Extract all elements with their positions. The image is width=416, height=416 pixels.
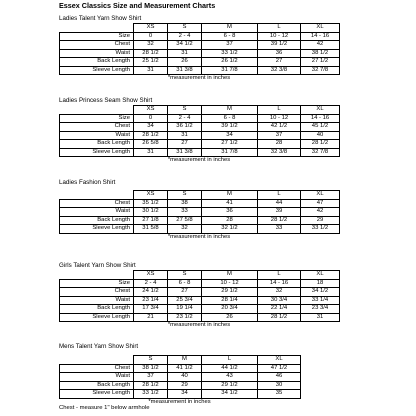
table-corner bbox=[60, 106, 134, 115]
table-header-cell: L bbox=[258, 271, 301, 280]
row-label: Back Length bbox=[60, 381, 134, 390]
table-cell: 32 3/8 bbox=[258, 148, 301, 157]
table-cell: 31 3/8 bbox=[168, 66, 202, 75]
table-row bbox=[60, 208, 340, 217]
table-cell: 28 1/2 bbox=[258, 313, 301, 322]
row-label: Chest bbox=[60, 364, 134, 373]
table-row bbox=[60, 305, 340, 314]
table-cell: 40 bbox=[301, 131, 340, 140]
table-row bbox=[60, 216, 340, 225]
table-cell: 38 1/2 bbox=[134, 364, 168, 373]
table-cell: 33 bbox=[258, 225, 301, 234]
table-header-row bbox=[60, 106, 340, 115]
table-cell: 37 bbox=[258, 131, 301, 140]
table-cell: 28 bbox=[258, 140, 301, 149]
table-cell: 20 3/4 bbox=[202, 305, 258, 314]
table-cell: 24 1/2 bbox=[134, 288, 168, 297]
table-cell: 29 1/2 bbox=[202, 288, 258, 297]
footer-note: Chest - measure 1" below armhole bbox=[59, 405, 150, 411]
table-cell: 31 bbox=[134, 148, 168, 157]
table-row bbox=[60, 296, 340, 305]
table-cell: 26 1/2 bbox=[202, 58, 258, 67]
table-cell: 10 - 12 bbox=[258, 32, 301, 41]
section-ladies-princess-seam bbox=[59, 97, 340, 164]
table-cell: 2 - 4 bbox=[168, 114, 202, 123]
table-corner bbox=[60, 356, 134, 365]
table-cell: 23 1/4 bbox=[134, 296, 168, 305]
row-label: Waist bbox=[60, 373, 134, 382]
table-cell: 46 bbox=[258, 373, 301, 382]
section-ladies-talent-yarn bbox=[59, 15, 340, 82]
table-header-cell: L bbox=[202, 356, 258, 365]
table-cell: 34 bbox=[168, 390, 202, 399]
table-row bbox=[60, 66, 340, 75]
size-table bbox=[59, 270, 340, 322]
table-row bbox=[60, 279, 340, 288]
section-ladies-fashion bbox=[59, 179, 340, 241]
table-header-cell: XL bbox=[301, 24, 340, 33]
table-cell: 31 bbox=[134, 66, 168, 75]
size-table bbox=[59, 190, 340, 234]
table-cell: 32 7/8 bbox=[301, 66, 340, 75]
table-cell: 31 3/8 bbox=[168, 148, 202, 157]
table-row bbox=[60, 49, 340, 58]
table-cell: 10 - 12 bbox=[258, 114, 301, 123]
table-cell: 41 1/2 bbox=[168, 364, 202, 373]
row-label: Back Length bbox=[60, 216, 134, 225]
table-header-cell: XS bbox=[134, 191, 168, 200]
table-cell: 45 1/2 bbox=[301, 123, 340, 132]
row-label: Waist bbox=[60, 296, 134, 305]
table-header-cell: XL bbox=[301, 191, 340, 200]
table-header-row bbox=[60, 356, 301, 365]
table-cell: 29 1/2 bbox=[202, 381, 258, 390]
measurement-note: *measurement in inches bbox=[167, 233, 231, 240]
row-label: Size bbox=[60, 32, 134, 41]
table-cell: 33 1/2 bbox=[301, 225, 340, 234]
table-cell: 27 5/8 bbox=[168, 216, 202, 225]
table-row bbox=[60, 199, 340, 208]
table-cell: 36 bbox=[258, 49, 301, 58]
table-cell: 33 1/4 bbox=[301, 296, 340, 305]
table-cell: 28 1/2 bbox=[258, 216, 301, 225]
table-cell: 44 1/2 bbox=[202, 364, 258, 373]
row-label: Sleeve Length bbox=[60, 66, 134, 75]
row-label: Sleeve Length bbox=[60, 313, 134, 322]
table-cell: 30 bbox=[258, 381, 301, 390]
table-cell: 0 bbox=[134, 32, 168, 41]
row-label: Sleeve Length bbox=[60, 390, 134, 399]
row-label: Back Length bbox=[60, 140, 134, 149]
table-row bbox=[60, 148, 340, 157]
table-cell: 35 bbox=[258, 390, 301, 399]
table-header-row bbox=[60, 271, 340, 280]
section-title: Ladies Talent Yarn Show Shirt bbox=[59, 15, 142, 22]
table-cell: 0 bbox=[134, 114, 168, 123]
table-cell: 29 bbox=[301, 216, 340, 225]
row-label: Sleeve Length bbox=[60, 148, 134, 157]
table-header-cell: M bbox=[202, 24, 258, 33]
table-cell: 42 1/2 bbox=[258, 123, 301, 132]
table-cell: 47 1/2 bbox=[258, 364, 301, 373]
table-cell: 31 bbox=[168, 49, 202, 58]
table-cell: 34 1/2 bbox=[301, 288, 340, 297]
table-cell: 37 bbox=[134, 373, 168, 382]
table-row bbox=[60, 140, 340, 149]
table-row bbox=[60, 131, 340, 140]
table-cell: 32 bbox=[168, 225, 202, 234]
table-header-cell: S bbox=[168, 271, 202, 280]
table-cell: 23 1/2 bbox=[168, 313, 202, 322]
table-cell: 19 1/4 bbox=[168, 305, 202, 314]
table-cell: 30 3/4 bbox=[258, 296, 301, 305]
table-header-cell: XL bbox=[258, 356, 301, 365]
row-label: Waist bbox=[60, 208, 134, 217]
table-cell: 32 bbox=[134, 41, 168, 50]
document-title: Essex Classics Size and Measurement Charts bbox=[59, 1, 216, 10]
table-header-cell: XS bbox=[134, 271, 168, 280]
table-cell: 39 1/2 bbox=[258, 41, 301, 50]
row-label: Sleeve Length bbox=[60, 225, 134, 234]
measurement-note: *measurement in inches bbox=[148, 398, 211, 405]
table-cell: 43 bbox=[202, 373, 258, 382]
table-cell: 33 1/2 bbox=[134, 390, 168, 399]
table-cell: 36 1/2 bbox=[168, 123, 202, 132]
table-row bbox=[60, 390, 301, 399]
table-header-cell: M bbox=[168, 356, 202, 365]
row-label: Back Length bbox=[60, 58, 134, 67]
table-corner bbox=[60, 271, 134, 280]
table-cell: 6 - 8 bbox=[168, 279, 202, 288]
size-table bbox=[59, 355, 301, 399]
table-cell: 2 - 4 bbox=[168, 32, 202, 41]
table-cell: 26 bbox=[168, 58, 202, 67]
table-cell: 31 bbox=[168, 131, 202, 140]
table-corner bbox=[60, 191, 134, 200]
table-cell: 41 bbox=[202, 199, 258, 208]
table-row bbox=[60, 32, 340, 41]
table-cell: 40 bbox=[168, 373, 202, 382]
table-cell: 27 bbox=[258, 58, 301, 67]
table-cell: 29 bbox=[168, 381, 202, 390]
size-table bbox=[59, 105, 340, 157]
table-cell: 37 bbox=[202, 41, 258, 50]
table-cell: 34 1/2 bbox=[202, 390, 258, 399]
table-row bbox=[60, 313, 340, 322]
table-cell: 35 1/2 bbox=[134, 199, 168, 208]
table-cell: 28 1/2 bbox=[134, 131, 168, 140]
table-cell: 42 bbox=[301, 41, 340, 50]
table-header-cell: XS bbox=[134, 24, 168, 33]
table-cell: 23 3/4 bbox=[301, 305, 340, 314]
table-cell: 21 bbox=[134, 313, 168, 322]
table-cell: 39 bbox=[258, 208, 301, 217]
table-row bbox=[60, 373, 301, 382]
section-title: Mens Talent Yarn Show Shirt bbox=[59, 343, 139, 350]
table-header-cell: XS bbox=[134, 106, 168, 115]
table-cell: 33 1/2 bbox=[202, 49, 258, 58]
table-cell: 31 7/8 bbox=[202, 148, 258, 157]
table-header-cell: M bbox=[202, 191, 258, 200]
table-row bbox=[60, 114, 340, 123]
section-title: Ladies Princess Seam Show Shirt bbox=[59, 97, 153, 104]
table-cell: 28 bbox=[202, 216, 258, 225]
table-cell: 32 3/8 bbox=[258, 66, 301, 75]
table-cell: 32 7/8 bbox=[301, 148, 340, 157]
table-cell: 32 bbox=[258, 288, 301, 297]
table-cell: 47 bbox=[301, 199, 340, 208]
section-mens-talent-yarn bbox=[59, 343, 301, 406]
table-cell: 31 bbox=[301, 313, 340, 322]
table-header-cell: XL bbox=[301, 106, 340, 115]
table-header-cell: L bbox=[258, 106, 301, 115]
row-label: Waist bbox=[60, 49, 134, 58]
table-row bbox=[60, 41, 340, 50]
table-cell: 36 bbox=[202, 208, 258, 217]
row-label: Back Length bbox=[60, 305, 134, 314]
row-label: Chest bbox=[60, 288, 134, 297]
table-cell: 31 7/8 bbox=[202, 66, 258, 75]
table-cell: 34 bbox=[134, 123, 168, 132]
table-row bbox=[60, 225, 340, 234]
table-cell: 33 bbox=[168, 208, 202, 217]
table-corner bbox=[60, 24, 134, 33]
table-cell: 28 1/2 bbox=[301, 140, 340, 149]
measurement-note: *measurement in inches bbox=[167, 322, 231, 328]
table-row bbox=[60, 58, 340, 67]
table-cell: 32 1/2 bbox=[202, 225, 258, 234]
table-cell: 28 1/4 bbox=[202, 296, 258, 305]
table-cell: 14 - 16 bbox=[301, 114, 340, 123]
measurement-note: *measurement in inches bbox=[167, 157, 231, 163]
table-header-cell: S bbox=[168, 191, 202, 200]
table-cell: 30 1/2 bbox=[134, 208, 168, 217]
table-cell: 6 - 8 bbox=[202, 114, 258, 123]
row-label: Size bbox=[60, 114, 134, 123]
table-cell: 14 - 16 bbox=[258, 279, 301, 288]
table-cell: 27 1/2 bbox=[202, 140, 258, 149]
table-header-cell: L bbox=[258, 24, 301, 33]
table-cell: 38 bbox=[168, 199, 202, 208]
row-label: Size bbox=[60, 279, 134, 288]
table-row bbox=[60, 381, 301, 390]
table-cell: 26 bbox=[202, 313, 258, 322]
table-cell: 14 - 16 bbox=[301, 32, 340, 41]
size-table bbox=[59, 23, 340, 75]
table-row bbox=[60, 364, 301, 373]
table-row bbox=[60, 123, 340, 132]
table-cell: 27 1/8 bbox=[134, 216, 168, 225]
table-header-cell: M bbox=[202, 106, 258, 115]
table-header-cell: S bbox=[134, 356, 168, 365]
table-cell: 27 1/2 bbox=[301, 58, 340, 67]
row-label: Chest bbox=[60, 41, 134, 50]
table-cell: 27 bbox=[168, 288, 202, 297]
table-cell: 42 bbox=[301, 208, 340, 217]
section-title: Ladies Fashion Shirt bbox=[59, 179, 116, 186]
table-cell: 34 bbox=[202, 131, 258, 140]
row-label: Chest bbox=[60, 199, 134, 208]
table-cell: 25 1/2 bbox=[134, 58, 168, 67]
table-header-cell: XL bbox=[301, 271, 340, 280]
measurement-note: *measurement in inches bbox=[167, 75, 231, 81]
table-cell: 2 - 4 bbox=[134, 279, 168, 288]
table-header-cell: S bbox=[168, 24, 202, 33]
table-header-row bbox=[60, 191, 340, 200]
table-cell: 17 3/4 bbox=[134, 305, 168, 314]
table-cell: 44 bbox=[258, 199, 301, 208]
table-cell: 27 bbox=[168, 140, 202, 149]
table-cell: 28 1/2 bbox=[134, 381, 168, 390]
table-cell: 38 1/2 bbox=[301, 49, 340, 58]
table-cell: 25 3/4 bbox=[168, 296, 202, 305]
table-cell: 31 5/8 bbox=[134, 225, 168, 234]
table-header-cell: S bbox=[168, 106, 202, 115]
row-label: Waist bbox=[60, 131, 134, 140]
table-cell: 22 1/4 bbox=[258, 305, 301, 314]
table-cell: 34 1/2 bbox=[168, 41, 202, 50]
table-cell: 26 5/8 bbox=[134, 140, 168, 149]
table-header-row bbox=[60, 24, 340, 33]
table-cell: 10 - 12 bbox=[202, 279, 258, 288]
table-header-cell: L bbox=[258, 191, 301, 200]
table-row bbox=[60, 288, 340, 297]
table-cell: 6 - 8 bbox=[202, 32, 258, 41]
section-title: Girls Talent Yarn Show Shirt bbox=[59, 262, 136, 269]
table-cell: 28 1/2 bbox=[134, 49, 168, 58]
table-header-cell: M bbox=[202, 271, 258, 280]
table-cell: 18 bbox=[301, 279, 340, 288]
table-cell: 39 1/2 bbox=[202, 123, 258, 132]
section-girls-talent-yarn bbox=[59, 262, 340, 329]
row-label: Chest bbox=[60, 123, 134, 132]
